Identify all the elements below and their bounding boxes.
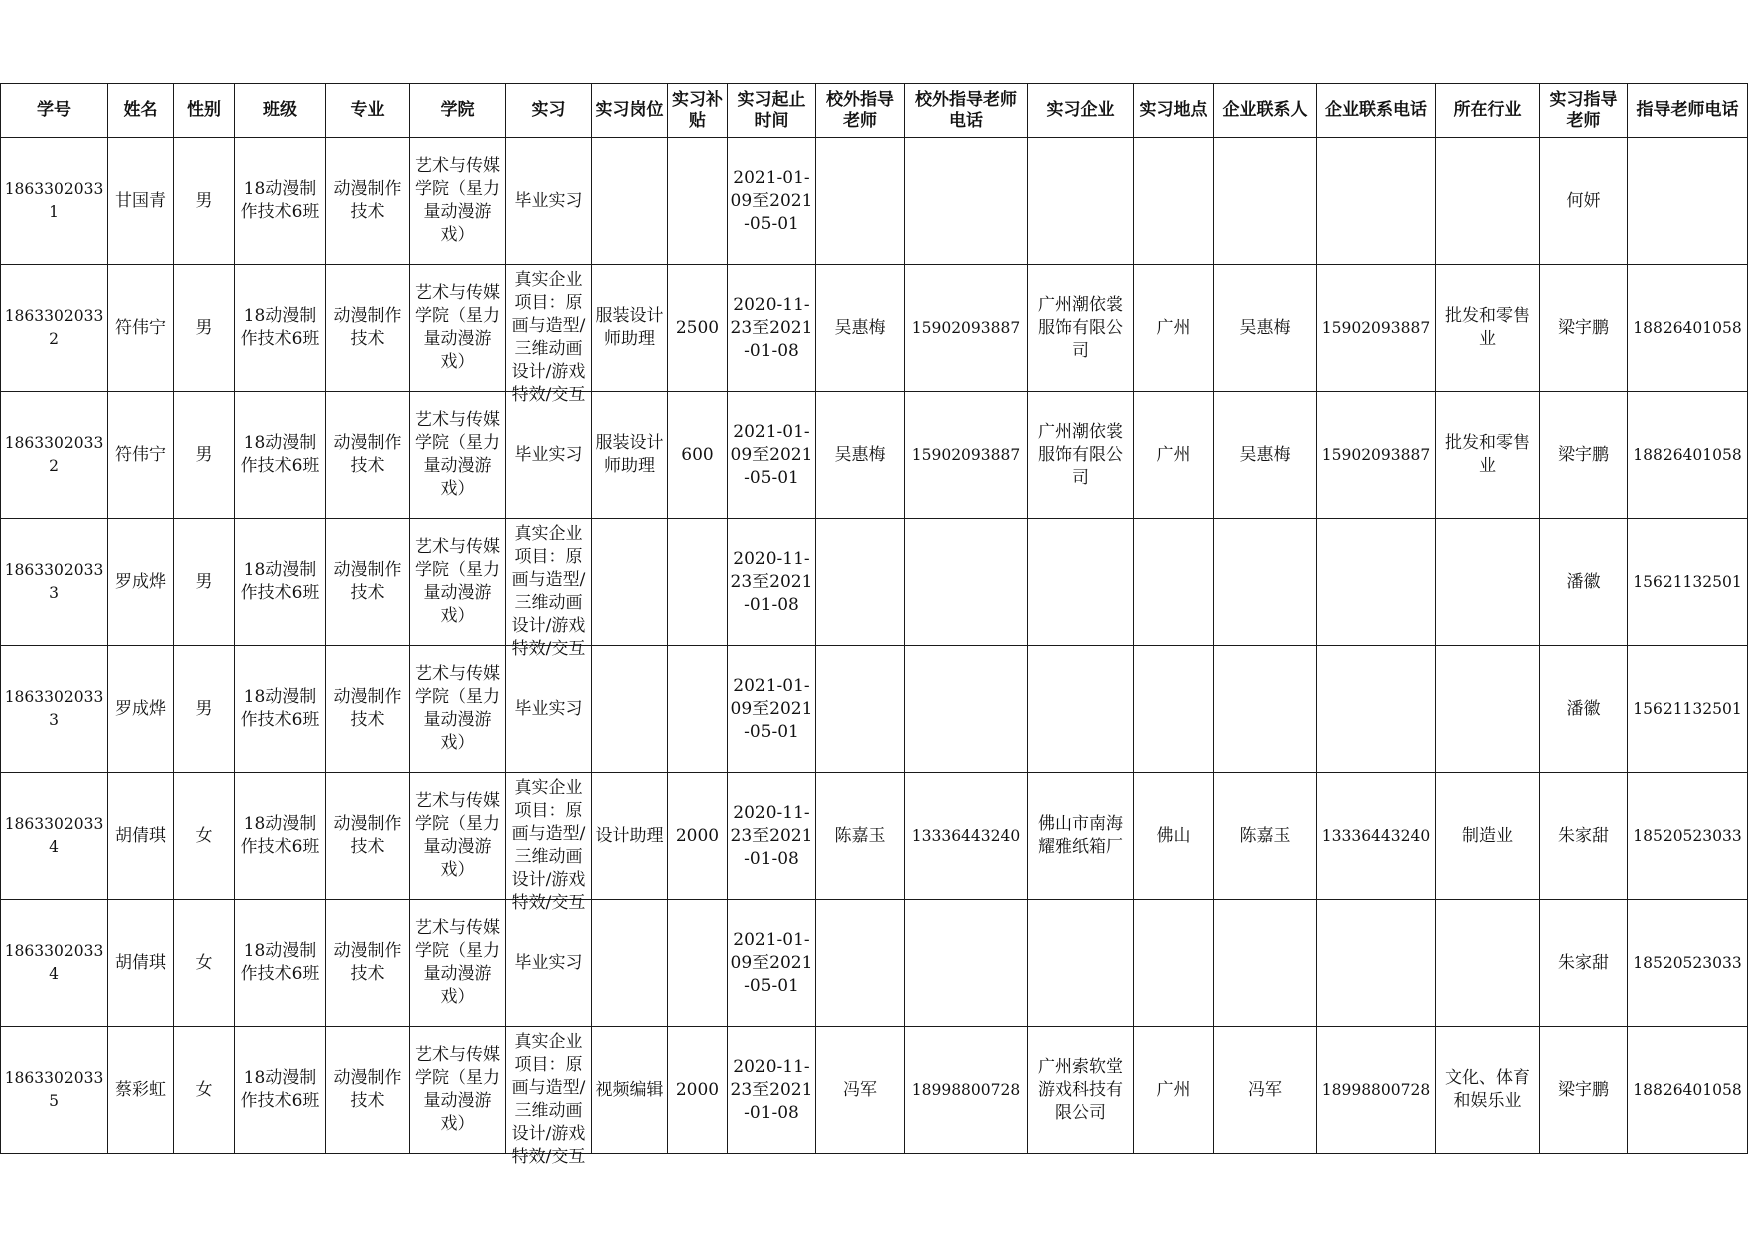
- cell-text: 2020-11-23至2021-01-08: [730, 802, 813, 869]
- cell-text: 符伟宁: [115, 444, 166, 465]
- cell-text: 18动漫制作技术6班: [240, 306, 320, 349]
- table-cell: [1214, 900, 1317, 1027]
- cell-text: 18633020334: [4, 815, 104, 856]
- table-cell: [1540, 265, 1628, 392]
- column-header: 实习企业: [1028, 84, 1134, 138]
- cell-text: 15902093887: [911, 318, 1021, 337]
- table-cell: [1628, 900, 1748, 1027]
- cell-text: 陈嘉玉: [1239, 825, 1291, 846]
- table-cell: [816, 392, 905, 519]
- table-cell: [905, 646, 1028, 773]
- cell-text: 18633020335: [4, 1069, 104, 1110]
- table-cell: [1317, 900, 1436, 1027]
- table-cell: [728, 392, 816, 519]
- table-cell: [728, 646, 816, 773]
- table-cell: [1317, 519, 1436, 646]
- table-cell: [1540, 138, 1628, 265]
- cell-text: 18动漫制作技术6班: [240, 560, 320, 603]
- table-cell: [506, 1027, 592, 1167]
- cell-text: 18520523033: [1633, 953, 1742, 972]
- cell-text: 2021-01-09至2021-05-01: [730, 675, 813, 742]
- table-cell: [668, 1027, 728, 1154]
- table-cell: [1, 900, 108, 1027]
- cell-text: 批发和零售业: [1445, 306, 1530, 349]
- cell-text: 佛山: [1156, 825, 1191, 846]
- table-cell: [816, 900, 905, 1027]
- table-cell: [1028, 773, 1134, 900]
- table-cell: [1214, 138, 1317, 265]
- cell-text: 符伟宁: [115, 317, 166, 338]
- cell-text: 动漫制作技术: [333, 433, 402, 476]
- cell-text: 2500: [675, 317, 720, 338]
- table-row: [1, 900, 1748, 1027]
- cell-text: 女: [195, 825, 213, 846]
- column-header: 专业: [326, 84, 410, 138]
- cell-text: 15621132501: [1633, 699, 1742, 718]
- column-header: 校外指导老师电话: [905, 84, 1028, 138]
- table-cell: [1028, 519, 1134, 646]
- column-header: 实习地点: [1134, 84, 1214, 138]
- table-cell: [1540, 900, 1628, 1027]
- cell-text: 潘徽: [1566, 571, 1601, 592]
- column-header: 姓名: [108, 84, 174, 138]
- table-cell: [1628, 646, 1748, 773]
- cell-text: 艺术与传媒学院（星力量动漫游戏）: [415, 537, 500, 626]
- table-cell: [1540, 392, 1628, 519]
- table-cell: [506, 392, 592, 519]
- cell-text: 真实企业项目：原画与造型/三维动画设计/游戏特效/交互: [511, 524, 586, 659]
- cell-text: 18633020333: [4, 688, 104, 729]
- cell-text: 2021-01-09至2021-05-01: [730, 167, 813, 234]
- table-cell: [905, 265, 1028, 392]
- cell-text: 广州潮依裳服饰有限公司: [1038, 294, 1123, 361]
- table-cell: [592, 265, 668, 392]
- cell-text: 18633020332: [4, 307, 104, 348]
- cell-text: 陈嘉玉: [834, 825, 886, 846]
- table-cell: [1, 646, 108, 773]
- table-cell: [1317, 1027, 1436, 1154]
- cell-text: 何妍: [1566, 190, 1601, 211]
- table-cell: [326, 900, 410, 1027]
- table-cell: [668, 900, 728, 1027]
- table-cell: [668, 392, 728, 519]
- table-cell: [108, 519, 174, 646]
- cell-text: 18826401058: [1633, 445, 1742, 464]
- table-cell: [506, 519, 592, 659]
- cell-text: 15902093887: [1321, 318, 1431, 337]
- cell-text: 15902093887: [1321, 445, 1431, 464]
- table-cell: [1, 773, 108, 900]
- table-cell: [816, 773, 905, 900]
- table-cell: [816, 1027, 905, 1154]
- table-cell: [506, 773, 592, 913]
- table-cell: [235, 900, 326, 1027]
- cell-text: 真实企业项目：原画与造型/三维动画设计/游戏特效/交互: [511, 778, 586, 913]
- column-header: 实习指导老师: [1540, 84, 1628, 138]
- table-cell: [1540, 773, 1628, 900]
- table-cell: [1134, 900, 1214, 1027]
- cell-text: 胡倩琪: [115, 825, 166, 846]
- cell-text: 18998800728: [911, 1080, 1021, 1099]
- cell-text: 2020-11-23至2021-01-08: [730, 548, 813, 615]
- table-cell: [592, 519, 668, 646]
- table-cell: [728, 265, 816, 392]
- cell-text: 佛山市南海耀雅纸箱厂: [1038, 814, 1123, 857]
- table-cell: [1628, 138, 1748, 265]
- cell-text: 服装设计师助理: [595, 433, 664, 476]
- table-cell: [235, 138, 326, 265]
- cell-text: 甘国青: [115, 190, 166, 211]
- cell-text: 艺术与传媒学院（星力量动漫游戏）: [415, 283, 500, 372]
- table-cell: [1134, 138, 1214, 265]
- table-cell: [728, 900, 816, 1027]
- table-body: [1, 138, 1748, 1167]
- cell-text: 18998800728: [1321, 1080, 1431, 1099]
- table-cell: [506, 900, 592, 1027]
- table-cell: [108, 265, 174, 392]
- cell-text: 男: [195, 444, 213, 465]
- table-cell: [1214, 773, 1317, 900]
- cell-text: 广州: [1156, 1079, 1191, 1100]
- cell-text: 罗成烨: [115, 698, 166, 719]
- table-cell: [174, 392, 235, 519]
- table-row: [1, 265, 1748, 392]
- table-cell: [816, 265, 905, 392]
- table-row: [1, 773, 1748, 900]
- cell-text: 蔡彩虹: [115, 1079, 166, 1100]
- table-cell: [1134, 519, 1214, 646]
- table-cell: [1134, 773, 1214, 900]
- table-cell: [1028, 265, 1134, 392]
- cell-text: 18动漫制作技术6班: [240, 687, 320, 730]
- cell-text: 广州: [1156, 444, 1191, 465]
- cell-text: 服装设计师助理: [595, 306, 664, 349]
- cell-text: 13336443240: [911, 826, 1021, 845]
- cell-text: 吴惠梅: [1239, 317, 1291, 338]
- cell-text: 15902093887: [911, 445, 1021, 464]
- cell-text: 吴惠梅: [834, 317, 886, 338]
- table-cell: [592, 900, 668, 1027]
- table-cell: [816, 646, 905, 773]
- table-cell: [1540, 1027, 1628, 1154]
- cell-text: 18826401058: [1633, 1080, 1742, 1099]
- table-cell: [326, 392, 410, 519]
- table-cell: [1628, 392, 1748, 519]
- cell-text: 女: [195, 1079, 213, 1100]
- column-header: 所在行业: [1436, 84, 1540, 138]
- internship-table: [0, 83, 1748, 1167]
- table-cell: [1436, 646, 1540, 773]
- table-cell: [174, 1027, 235, 1154]
- cell-text: 艺术与传媒学院（星力量动漫游戏）: [415, 918, 500, 1007]
- table-cell: [174, 138, 235, 265]
- column-header: 班级: [235, 84, 326, 138]
- cell-text: 2020-11-23至2021-01-08: [730, 1056, 813, 1123]
- cell-text: 梁宇鹏: [1558, 444, 1609, 465]
- table-cell: [1317, 138, 1436, 265]
- column-header: 企业联系人: [1214, 84, 1317, 138]
- table-cell: [506, 265, 592, 405]
- cell-text: 艺术与传媒学院（星力量动漫游戏）: [415, 410, 500, 499]
- cell-text: 2021-01-09至2021-05-01: [730, 421, 813, 488]
- table-cell: [1028, 1027, 1134, 1154]
- table-cell: [1628, 265, 1748, 392]
- cell-text: 动漫制作技术: [333, 560, 402, 603]
- cell-text: 13336443240: [1321, 826, 1431, 845]
- table-cell: [506, 138, 592, 265]
- table-cell: [1317, 773, 1436, 900]
- column-header: 性别: [174, 84, 235, 138]
- cell-text: 18动漫制作技术6班: [240, 941, 320, 984]
- table-cell: [905, 1027, 1028, 1154]
- cell-text: 18826401058: [1633, 318, 1742, 337]
- cell-text: 18633020332: [4, 434, 104, 475]
- cell-text: 艺术与传媒学院（星力量动漫游戏）: [415, 791, 500, 880]
- table-cell: [1436, 265, 1540, 392]
- table-cell: [1436, 519, 1540, 646]
- table-cell: [235, 265, 326, 392]
- table-cell: [1, 138, 108, 265]
- table-cell: [668, 646, 728, 773]
- table-cell: [235, 646, 326, 773]
- table-cell: [326, 138, 410, 265]
- cell-text: 潘徽: [1566, 698, 1601, 719]
- table-cell: [1628, 773, 1748, 900]
- table-cell: [1436, 900, 1540, 1027]
- cell-text: 男: [195, 190, 213, 211]
- table-cell: [1436, 1027, 1540, 1154]
- cell-text: 视频编辑: [595, 1079, 664, 1100]
- table-cell: [326, 646, 410, 773]
- table-row: [1, 646, 1748, 773]
- cell-text: 2020-11-23至2021-01-08: [730, 294, 813, 361]
- table-cell: [410, 773, 506, 900]
- column-header: 实习补贴: [668, 84, 728, 138]
- column-header: 学号: [1, 84, 108, 138]
- table-cell: [592, 1027, 668, 1154]
- table-cell: [235, 392, 326, 519]
- table-cell: [728, 519, 816, 646]
- table-cell: [108, 773, 174, 900]
- cell-text: 18633020333: [4, 561, 104, 602]
- table-cell: [410, 1027, 506, 1154]
- table-cell: [1, 392, 108, 519]
- table-cell: [905, 773, 1028, 900]
- table-cell: [108, 392, 174, 519]
- table-cell: [1214, 1027, 1317, 1154]
- table-cell: [1028, 138, 1134, 265]
- cell-text: 广州: [1156, 317, 1191, 338]
- cell-text: 梁宇鹏: [1558, 317, 1609, 338]
- table-row: [1, 138, 1748, 265]
- table-cell: [816, 138, 905, 265]
- cell-text: 吴惠梅: [1239, 444, 1291, 465]
- cell-text: 动漫制作技术: [333, 306, 402, 349]
- table-cell: [728, 138, 816, 265]
- cell-text: 15621132501: [1633, 572, 1742, 591]
- cell-text: 18633020331: [4, 180, 104, 221]
- table-cell: [668, 519, 728, 646]
- table-cell: [1317, 392, 1436, 519]
- table-cell: [108, 646, 174, 773]
- cell-text: 广州索软堂游戏科技有限公司: [1038, 1056, 1123, 1123]
- table-cell: [905, 519, 1028, 646]
- table-cell: [1, 265, 108, 392]
- table-cell: [506, 646, 592, 773]
- cell-text: 男: [195, 317, 213, 338]
- table-cell: [1134, 1027, 1214, 1154]
- table-cell: [592, 773, 668, 900]
- table-cell: [905, 138, 1028, 265]
- cell-text: 600: [681, 444, 714, 465]
- table-cell: [235, 1027, 326, 1154]
- table-cell: [728, 1027, 816, 1154]
- cell-text: 胡倩琪: [115, 952, 166, 973]
- cell-text: 女: [195, 952, 213, 973]
- cell-text: 真实企业项目：原画与造型/三维动画设计/游戏特效/交互: [511, 270, 586, 405]
- table-cell: [668, 138, 728, 265]
- cell-text: 2000: [675, 1079, 720, 1100]
- column-header: 实习: [506, 84, 592, 138]
- table-cell: [1028, 900, 1134, 1027]
- cell-text: 毕业实习: [514, 952, 583, 973]
- cell-text: 文化、体育和娱乐业: [1445, 1068, 1530, 1111]
- table-cell: [1628, 1027, 1748, 1154]
- table-cell: [410, 138, 506, 265]
- header-row: [1, 84, 1748, 138]
- cell-text: 艺术与传媒学院（星力量动漫游戏）: [415, 664, 500, 753]
- cell-text: 朱家甜: [1558, 825, 1609, 846]
- table-cell: [326, 519, 410, 646]
- cell-text: 毕业实习: [514, 190, 583, 211]
- column-header: 实习岗位: [592, 84, 668, 138]
- cell-text: 设计助理: [595, 825, 664, 846]
- table-cell: [1214, 392, 1317, 519]
- table-cell: [174, 265, 235, 392]
- table-cell: [1436, 138, 1540, 265]
- cell-text: 18动漫制作技术6班: [240, 179, 320, 222]
- table-cell: [1540, 646, 1628, 773]
- table-cell: [1317, 646, 1436, 773]
- table-cell: [410, 646, 506, 773]
- table-cell: [905, 392, 1028, 519]
- table-cell: [1028, 646, 1134, 773]
- table-cell: [668, 773, 728, 900]
- cell-text: 动漫制作技术: [333, 1068, 402, 1111]
- table-cell: [174, 773, 235, 900]
- table-cell: [1436, 392, 1540, 519]
- table-cell: [410, 265, 506, 392]
- cell-text: 真实企业项目：原画与造型/三维动画设计/游戏特效/交互: [511, 1032, 586, 1167]
- table-cell: [1214, 646, 1317, 773]
- table-row: [1, 392, 1748, 519]
- table-cell: [1028, 392, 1134, 519]
- table-cell: [326, 1027, 410, 1154]
- table-cell: [1214, 265, 1317, 392]
- table-cell: [1317, 265, 1436, 392]
- table-cell: [816, 519, 905, 646]
- cell-text: 18633020334: [4, 942, 104, 983]
- table-cell: [108, 1027, 174, 1154]
- column-header: 指导老师电话: [1628, 84, 1748, 138]
- table-cell: [174, 646, 235, 773]
- cell-text: 吴惠梅: [834, 444, 886, 465]
- table-cell: [1134, 265, 1214, 392]
- table-cell: [174, 519, 235, 646]
- table-cell: [326, 265, 410, 392]
- cell-text: 梁宇鹏: [1558, 1079, 1609, 1100]
- column-header: 校外指导老师: [816, 84, 905, 138]
- cell-text: 18动漫制作技术6班: [240, 1068, 320, 1111]
- cell-text: 男: [195, 698, 213, 719]
- cell-text: 2000: [675, 825, 720, 846]
- table-cell: [410, 519, 506, 646]
- table-cell: [174, 900, 235, 1027]
- table-cell: [108, 138, 174, 265]
- cell-text: 冯军: [1248, 1079, 1282, 1100]
- cell-text: 艺术与传媒学院（星力量动漫游戏）: [415, 1045, 500, 1134]
- cell-text: 18520523033: [1633, 826, 1742, 845]
- cell-text: 2021-01-09至2021-05-01: [730, 929, 813, 996]
- cell-text: 动漫制作技术: [333, 687, 402, 730]
- cell-text: 男: [195, 571, 213, 592]
- column-header: 企业联系电话: [1317, 84, 1436, 138]
- table-cell: [410, 900, 506, 1027]
- cell-text: 18动漫制作技术6班: [240, 814, 320, 857]
- column-header: 学院: [410, 84, 506, 138]
- column-header: 实习起止时间: [728, 84, 816, 138]
- table-cell: [668, 265, 728, 392]
- table-cell: [728, 773, 816, 900]
- table-cell: [1540, 519, 1628, 646]
- table-cell: [1214, 519, 1317, 646]
- cell-text: 罗成烨: [115, 571, 166, 592]
- table-cell: [905, 900, 1028, 1027]
- table-cell: [108, 900, 174, 1027]
- cell-text: 18动漫制作技术6班: [240, 433, 320, 476]
- cell-text: 批发和零售业: [1445, 433, 1530, 476]
- table-cell: [1628, 519, 1748, 646]
- cell-text: 毕业实习: [514, 444, 583, 465]
- cell-text: 毕业实习: [514, 698, 583, 719]
- table-cell: [235, 519, 326, 646]
- table-cell: [1134, 646, 1214, 773]
- table-cell: [1, 1027, 108, 1154]
- cell-text: 制造业: [1462, 825, 1513, 846]
- table-cell: [235, 773, 326, 900]
- cell-text: 朱家甜: [1558, 952, 1609, 973]
- table-row: [1, 519, 1748, 646]
- table-row: [1, 1027, 1748, 1154]
- cell-text: 动漫制作技术: [333, 814, 402, 857]
- table-cell: [592, 138, 668, 265]
- cell-text: 广州潮依裳服饰有限公司: [1038, 421, 1123, 488]
- table-cell: [592, 646, 668, 773]
- table-cell: [326, 773, 410, 900]
- table-cell: [1134, 392, 1214, 519]
- table-cell: [1, 519, 108, 646]
- cell-text: 艺术与传媒学院（星力量动漫游戏）: [415, 156, 500, 245]
- cell-text: 冯军: [843, 1079, 877, 1100]
- table-cell: [410, 392, 506, 519]
- cell-text: 动漫制作技术: [333, 941, 402, 984]
- table-cell: [1436, 773, 1540, 900]
- cell-text: 动漫制作技术: [333, 179, 402, 222]
- table-cell: [592, 392, 668, 519]
